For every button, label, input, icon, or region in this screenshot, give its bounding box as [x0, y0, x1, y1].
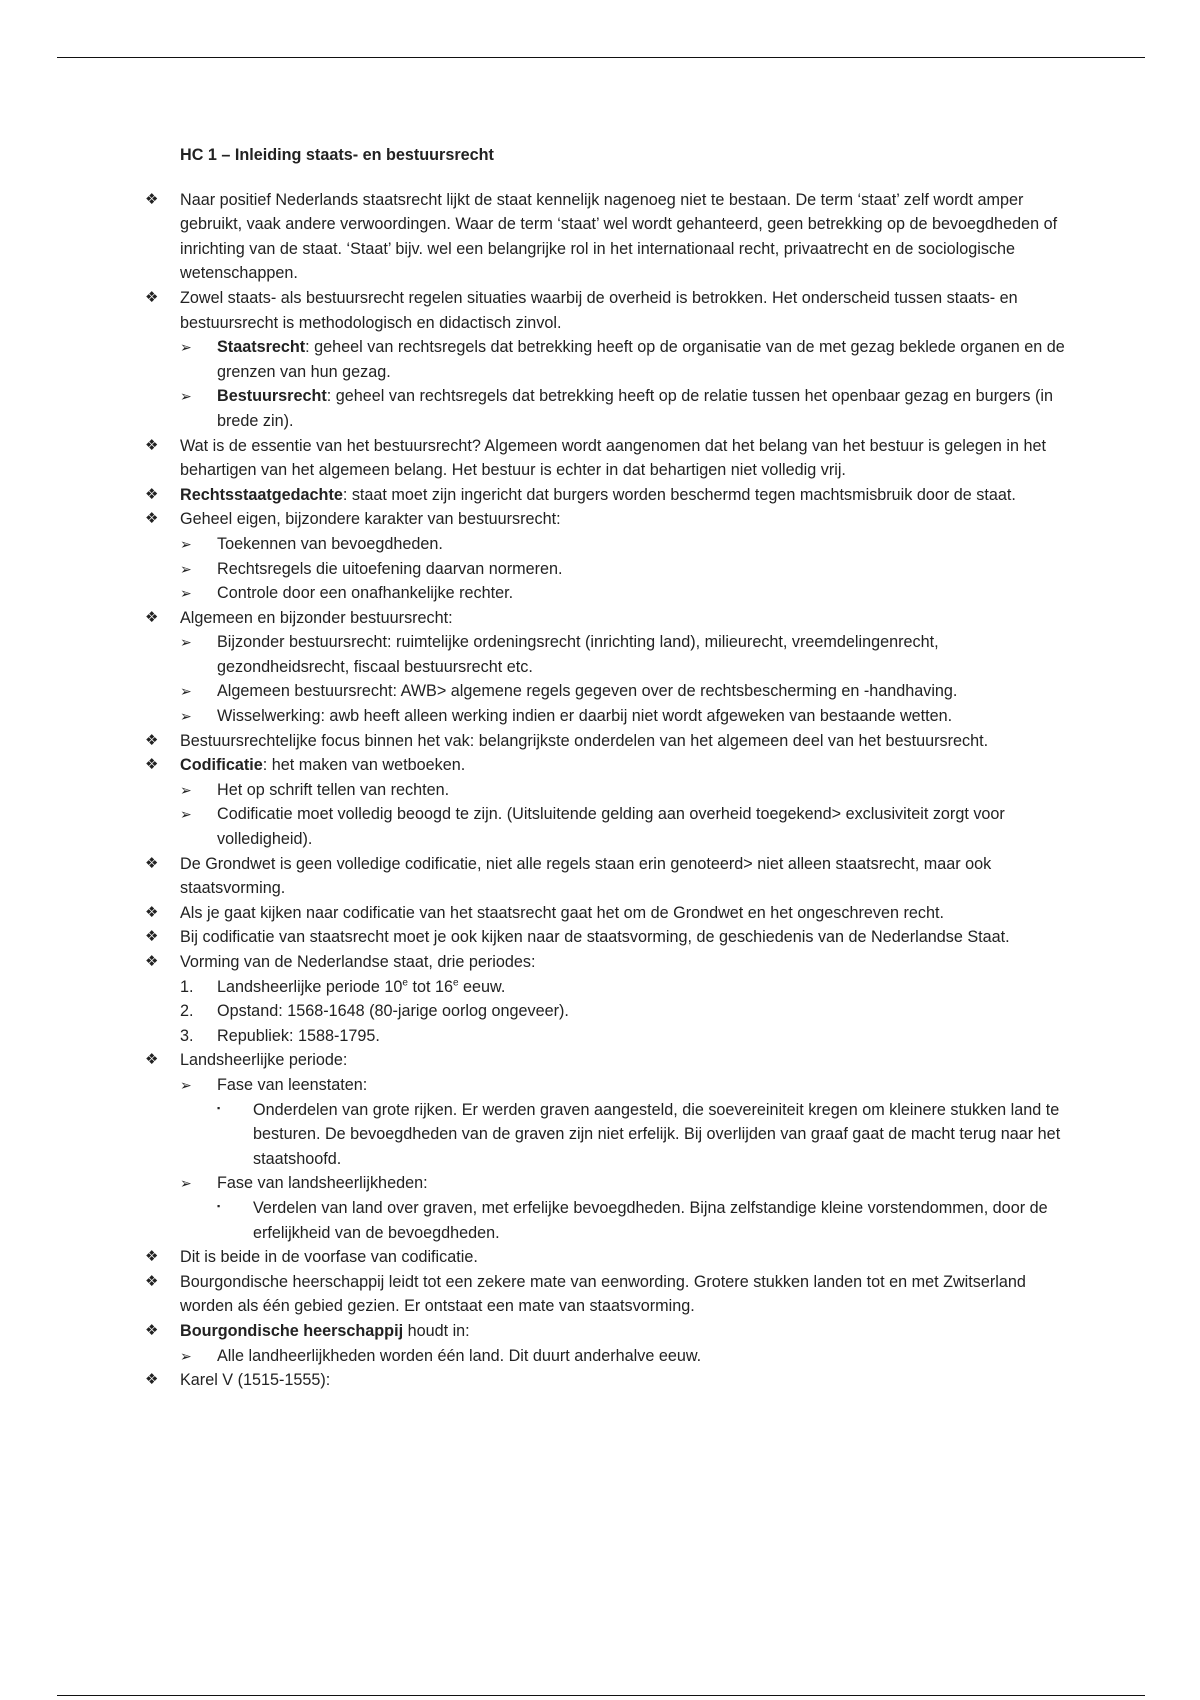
- list-item: [145, 1368, 1065, 1393]
- list-item-text: Republiek: 1588-1795.: [217, 1026, 380, 1045]
- term-label: Staatsrecht: [217, 338, 306, 357]
- list-item: [145, 1319, 1065, 1344]
- list-item-text: Bijzonder bestuursrecht: ruimtelijke ordeningsrecht (inrichting land), milieurecht, vreemdelingenrecht, gezondheidsrecht, fiscaal bestuursrecht etc.: [217, 633, 939, 676]
- list-item-text: Naar positief Nederlands staatsrecht lijkt de staat kennelijk nagenoeg niet te bestaan. De term ‘staat’ zelf wordt amper gebruikt, vaak andere verwoordingen. Waar de term ‘staat’ wel wordt gehanteerd, geen betrekking op de bevoegdheden of inrichting van de staat. ‘Staat’ bijv. wel een belangrijke rol in het internationaal recht, privaatrecht en de sociologische wetenschappen.: [180, 190, 1058, 283]
- list-item: [145, 557, 1065, 582]
- list-item: [145, 950, 1065, 975]
- term-label: Rechtsstaatgedachte: [180, 485, 343, 504]
- list-item: [145, 802, 1065, 851]
- list-item-text: Verdelen van land over graven, met erfelijke bevoegdheden. Bijna zelfstandige kleine vorstendommen, door de erfelijkheid van de bevoegdheden.: [253, 1198, 1048, 1242]
- list-marker: ❖: [145, 1272, 159, 1290]
- list-marker: ❖: [145, 731, 159, 749]
- list-item-text: Vorming van de Nederlandse staat, drie periodes:: [180, 953, 536, 971]
- list-item: [145, 1344, 1065, 1369]
- list-item-text: Wisselwerking: awb heeft alleen werking indien er daarbij niet wordt afgeweken van bestaande wetten.: [217, 707, 953, 726]
- list-item: [145, 704, 1065, 729]
- list-marker: ➢: [180, 708, 192, 725]
- list-marker: ❖: [145, 1321, 159, 1339]
- list-marker: ➢: [180, 1347, 192, 1364]
- list-marker: ❖: [145, 1248, 159, 1266]
- list-marker: 1.: [180, 977, 194, 996]
- list-item: [145, 679, 1065, 704]
- outline-list: [145, 188, 1065, 1393]
- list-item: [145, 1245, 1065, 1270]
- term-label: Bestuursrecht: [217, 387, 327, 406]
- list-item-text: Fase van leenstaten:: [217, 1075, 368, 1094]
- list-marker: ➢: [180, 535, 192, 552]
- list-item-text: Fase van landsheerlijkheden:: [217, 1174, 428, 1193]
- list-item-text: Bestuursrecht: geheel van rechtsregels dat betrekking heeft op de relatie tussen het openbaar gezag en burgers (in brede zin).: [217, 387, 1053, 430]
- list-marker: ❖: [145, 928, 159, 946]
- list-item-text: Controle door een onafhankelijke rechter.: [217, 584, 514, 603]
- list-marker: ▪: [217, 1200, 221, 1211]
- list-item-text: Codificatie: het maken van wetboeken.: [180, 756, 466, 775]
- list-item-text: Bourgondische heerschappij houdt in:: [180, 1321, 470, 1340]
- list-item: [145, 434, 1065, 483]
- list-item-text: Als je gaat kijken naar codificatie van het staatsrecht gaat het om de Grondwet en het ongeschreven recht.: [180, 903, 944, 922]
- list-marker: ❖: [145, 1371, 159, 1389]
- list-item-text: Dit is beide in de voorfase van codificatie.: [180, 1248, 478, 1267]
- list-item-text: Bourgondische heerschappij leidt tot een zekere mate van eenwording. Grotere stukken landen tot en met Zwitserland worden als één gebied gezien. Er ontstaat een mate van staatsvorming.: [180, 1272, 1026, 1316]
- list-item: [145, 975, 1065, 1000]
- list-marker: ➢: [180, 1076, 192, 1093]
- list-marker: ➢: [180, 1175, 192, 1192]
- list-marker: ❖: [145, 436, 159, 454]
- document-body: [145, 143, 1065, 1393]
- list-marker: 2.: [180, 1002, 194, 1021]
- list-marker: ❖: [145, 903, 159, 921]
- list-item-text: Codificatie moet volledig beoogd te zijn. (Uitsluitende gelding aan overheid toegekend> exclusiviteit zorgt voor volledigheid).: [217, 805, 1005, 849]
- list-item: [145, 335, 1065, 384]
- list-item-text: Zowel staats- als bestuursrecht regelen situaties waarbij de overheid is betrokken. Het onderscheid tussen staats- en bestuursrecht is methodologisch en didactisch zinvol.: [180, 288, 1018, 332]
- list-item: [145, 483, 1065, 508]
- list-marker: ➢: [180, 683, 192, 700]
- list-item-text: Wat is de essentie van het bestuursrecht? Algemeen wordt aangenomen dat het belang van het bestuur is gelegen in het behartigen van het algemeen belang. Het bestuur is echter in dat behartigen niet volledig vrij.: [180, 436, 1046, 480]
- list-marker: ➢: [180, 585, 192, 602]
- list-item: [145, 1270, 1065, 1319]
- list-marker: ❖: [145, 756, 159, 774]
- list-marker: ➢: [180, 339, 192, 356]
- list-marker: ❖: [145, 288, 159, 306]
- list-marker: 3.: [180, 1026, 194, 1045]
- list-item: [145, 753, 1065, 778]
- list-item: [145, 729, 1065, 754]
- term-label: Codificatie: [180, 756, 263, 775]
- list-item: [145, 901, 1065, 926]
- list-marker: ➢: [180, 388, 192, 405]
- list-item: [145, 1196, 1065, 1245]
- list-item: [145, 581, 1065, 606]
- list-marker: ❖: [145, 608, 159, 626]
- list-item: [145, 384, 1065, 433]
- list-item-text: Het op schrift tellen van rechten.: [217, 780, 450, 799]
- list-item-text: Toekennen van bevoegdheden.: [217, 534, 443, 553]
- list-item-text: De Grondwet is geen volledige codificatie, niet alle regels staan erin genoteerd> niet alleen staatsrecht, maar ook staatsvorming.: [180, 854, 992, 898]
- list-marker: ▪: [217, 1102, 221, 1113]
- list-item: [145, 1098, 1065, 1172]
- list-marker: ➢: [180, 806, 192, 823]
- list-item-text: Landsheerlijke periode 10e tot 16e eeuw.: [217, 977, 506, 996]
- list-item-text: Alle landheerlijkheden worden één land. Dit duurt anderhalve eeuw.: [217, 1346, 702, 1365]
- list-item-text: Onderdelen van grote rijken. Er werden graven aangesteld, die soevereiniteit kregen om kleinere stukken land te besturen. De bevoegdheden van de graven zijn niet erfelijk. Bij overlijden van graaf gaat de macht terug naar het staatshoofd.: [253, 1100, 1061, 1168]
- list-marker: ❖: [145, 854, 159, 872]
- list-marker: ➢: [180, 634, 192, 651]
- list-item-text: Geheel eigen, bijzondere karakter van bestuursrecht:: [180, 510, 561, 529]
- list-item: [145, 1073, 1065, 1098]
- page-title: HC 1 – Inleiding staats- en bestuursrecht: [180, 146, 494, 164]
- list-marker: ❖: [145, 190, 159, 208]
- list-item-text: Karel V (1515-1555):: [180, 1371, 331, 1390]
- list-marker: ➢: [180, 781, 192, 798]
- list-item-text: Staatsrecht: geheel van rechtsregels dat betrekking heeft op de organisatie van de met gezag beklede organen en de grenzen van hun gezag.: [217, 338, 1065, 381]
- list-item: [145, 532, 1065, 557]
- list-item: [145, 507, 1065, 532]
- list-item: [145, 188, 1065, 286]
- term-label: Bourgondische heerschappij: [180, 1321, 404, 1340]
- list-item: [145, 999, 1065, 1024]
- footer-rule: [57, 1695, 1145, 1696]
- list-item: [145, 925, 1065, 950]
- list-item: [145, 1048, 1065, 1073]
- list-item-text: Rechtsstaatgedachte: staat moet zijn ingericht dat burgers worden beschermd tegen machtsmisbruik door de staat.: [180, 485, 1016, 504]
- list-item-text: Algemeen bestuursrecht: AWB> algemene regels gegeven over de rechtsbescherming en -handhaving.: [217, 682, 958, 701]
- list-item: [145, 778, 1065, 803]
- list-item: [145, 1024, 1065, 1049]
- list-marker: ➢: [180, 560, 192, 577]
- list-item-text: Landsheerlijke periode:: [180, 1051, 348, 1070]
- list-item: [145, 852, 1065, 901]
- list-item-text: Bestuursrechtelijke focus binnen het vak: belangrijkste onderdelen van het algemeen deel van het bestuursrecht.: [180, 731, 989, 750]
- list-item: [145, 606, 1065, 631]
- list-item: [145, 286, 1065, 335]
- list-marker: ❖: [145, 1051, 159, 1069]
- list-marker: ❖: [145, 510, 159, 528]
- header-rule: [57, 57, 1145, 58]
- list-marker: ❖: [145, 953, 159, 970]
- list-item-text: Rechtsregels die uitoefening daarvan normeren.: [217, 559, 563, 578]
- list-item-text: Bij codificatie van staatsrecht moet je ook kijken naar de staatsvorming, de geschiedenis van de Nederlandse Staat.: [180, 928, 1010, 947]
- list-marker: ❖: [145, 485, 159, 503]
- list-item: [145, 630, 1065, 679]
- list-item: [145, 1171, 1065, 1196]
- list-item-text: Algemeen en bijzonder bestuursrecht:: [180, 608, 453, 627]
- list-item-text: Opstand: 1568-1648 (80-jarige oorlog ongeveer).: [217, 1002, 569, 1021]
